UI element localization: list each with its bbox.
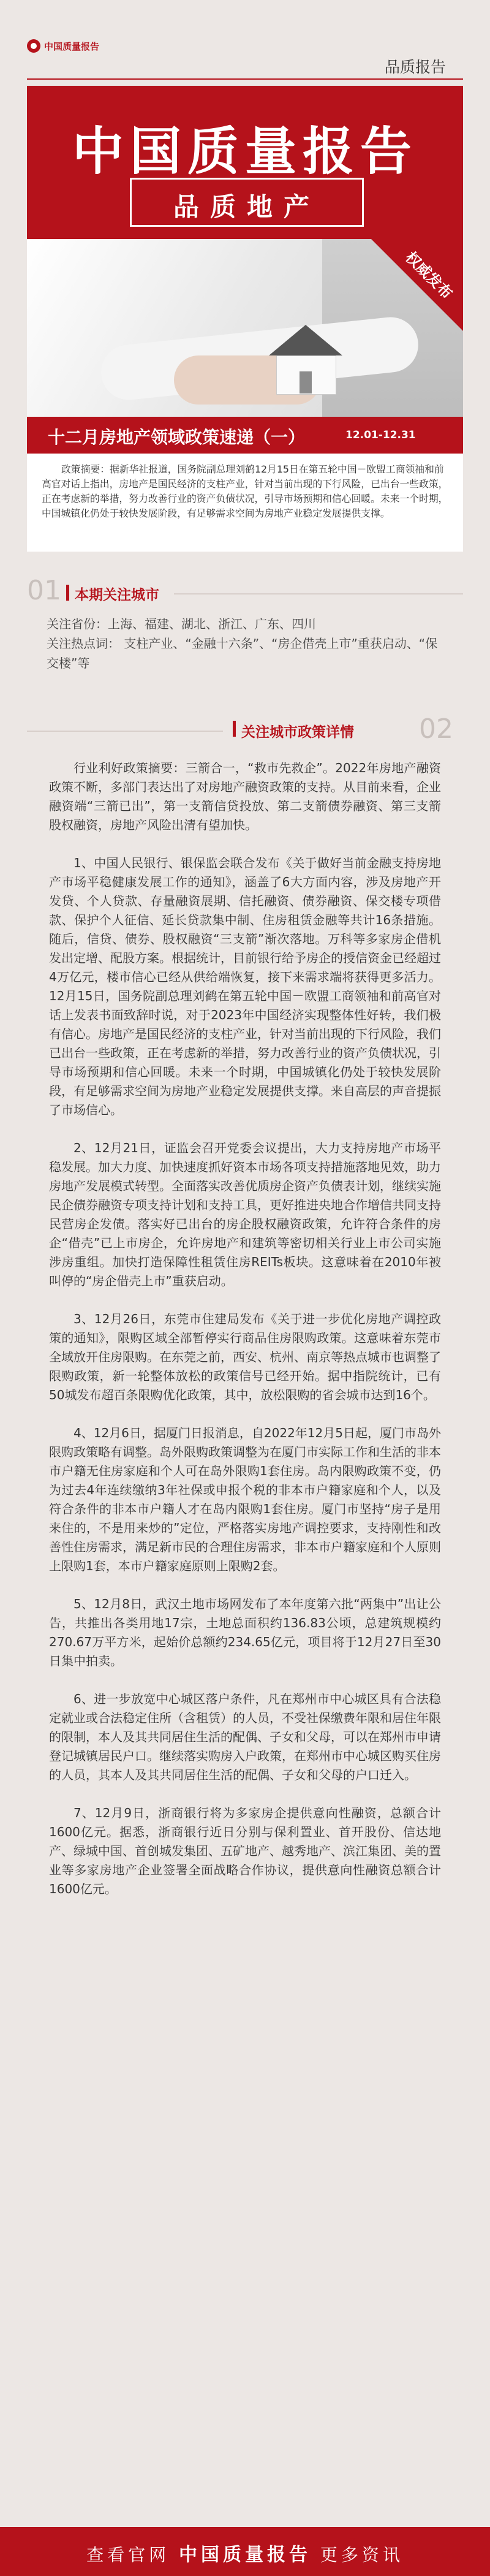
section-accent-bar bbox=[233, 721, 236, 737]
hero-image bbox=[27, 239, 463, 454]
title-banner bbox=[27, 86, 463, 239]
article-paragraph: 5、12月8日，武汉土地市场网发布了本年度第六批“两集中”出让公告，共推出各类用地17宗，土地总面积约136.83公顷，总建筑规模约270.67万平方米，起始价总额约234.65亿元，项目将于12月27日至30日集中拍卖。 bbox=[49, 1597, 441, 1668]
subtitle-box bbox=[130, 178, 364, 227]
section-title: 本期关注城市 bbox=[75, 587, 159, 603]
article-paragraph: 行业利好政策摘要：三箭合一，“救市先救企”。2022年房地产融资政策不断，多部门表达出了对房地产融资政策的支持。从目前来看，企业融资端“三箭已出”，第一支箭信贷投放、第二支箭债券融资、第三支箭股权融资，房地产风险出清有望加快。 bbox=[49, 761, 441, 832]
footer-brand: 中国质量报告 bbox=[179, 2544, 311, 2566]
footer-suffix: 更多资讯 bbox=[320, 2545, 404, 2565]
focus-hotspots: 关注热点词： 支柱产业、“金融十六条”、“房企借壳上市”重获启动、“保交楼”等 bbox=[47, 636, 438, 671]
divider bbox=[27, 78, 463, 80]
caption-date: 12.01-12.31 bbox=[345, 429, 416, 441]
section-header-policy-details bbox=[27, 713, 463, 744]
article-body bbox=[49, 759, 441, 1918]
article-paragraph: 3、12月26日，东莞市住建局发布《关于进一步优化房地产调控政策的通知》，限购区域全部暂停实行商品住房限购政策。这意味着东莞市全域放开住房限购。在东莞之前，西安、杭州、南京等热点城市也调整了限购政策，新一轮整体放松的政策信号已经开始。据中指院统计，已有50城发布超百条限购优化政策，其中，放松限购的省会城市达到16个。 bbox=[49, 1312, 441, 1402]
article-paragraph: 1、中国人民银行、银保监会联合发布《关于做好当前金融支持房地产市场平稳健康发展工作的通知》，涵盖了6大方面内容，涉及房地产开发贷、个人贷款、存量融资展期、信托融资、债券融资、保交楼专项借款、保护个人征信、延长贷款集中制、住房租赁金融等共计16条措施。随后，信贷、债券、股权融资“三支箭”渐次落地。万科等多家房企借机发出定增、配股方案。根据统计，目前银行给予房企的授信资金已经超过4万亿元，楼市信心已经从供给端恢复，接下来需求端将获得更多活力。12月15日，国务院副总理刘鹤在第五轮中国－欧盟工商领袖和前高官对话上发表书面致辞时说，对于2023年中国经济实现整体性好转，我们极有信心。房地产是国民经济的支柱产业，针对当前出现的下行风险，我们已出台一些政策，正在考虑新的举措，努力改善行业的资产负债状况，引导市场预期和信心回暖。未来一个时期，中国城镇化仍处于较快发展阶段，有足够需求空间为房地产业稳定发展提供支撑。来自高层的声音提振了市场信心。 bbox=[49, 856, 441, 1117]
section-number: 01 bbox=[27, 575, 61, 606]
corner-badge-text: 权威发布 bbox=[402, 248, 456, 303]
column-label: 品质报告 bbox=[384, 58, 446, 76]
section-header-focus-cities bbox=[27, 575, 463, 606]
logo-icon bbox=[27, 39, 40, 53]
top-bar bbox=[0, 0, 490, 76]
logo[interactable] bbox=[27, 39, 99, 53]
logo-text: 中国质量报告 bbox=[44, 40, 100, 52]
focus-info bbox=[47, 614, 445, 673]
subtitle: 品质地产 bbox=[173, 192, 320, 222]
footer-bar[interactable] bbox=[0, 2527, 490, 2576]
caption-title: 十二月房地产领域政策速递（一） bbox=[48, 427, 306, 447]
main-title: 中国质量报告 bbox=[72, 121, 418, 181]
policy-summary bbox=[27, 454, 463, 552]
footer-prefix: 查看官网 bbox=[86, 2545, 170, 2565]
article-paragraph: 4、12月6日，据厦门日报消息，自2022年12月5日起，厦门市岛外限购政策略有调整。岛外限购政策调整为在厦门市实际工作和生活的非本市户籍无住房家庭和个人可在岛外限购1套住房。岛内限购政策不变，仍为过去4年连续缴纳3年社保或申报个税的非本市户籍家庭和个人，以及符合条件的非本市户籍人才在岛内限购1套住房。厦门市坚持“房子是用来住的，不是用来炒的”定位，严格落实房地产调控要求，支持刚性和改善性住房需求，满足新市民的合理住房需求，非本市户籍家庭和个人原则上限购1套，本市户籍家庭原则上限购2套。 bbox=[49, 1426, 441, 1573]
section-rule bbox=[174, 593, 463, 595]
corner-badge bbox=[371, 239, 463, 331]
article-paragraph: 2、12月21日，证监会召开党委会议提出，大力支持房地产市场平稳发展。加大力度、加快速度抓好资本市场各项支持措施落地见效，助力房地产发展模式转型。全面落实改善优质房企资产负债表计划，继续实施民企债券融资专项支持计划和支持工具，更好推进央地合作增信共同支持民营房企发债。落实好已出台的房企股权融资政策，允许符合条件的房企“借壳”已上市房企，允许房地产和建筑等密切相关行业上市公司实施涉房重组。加快打造保障性租赁住房REITs板块。这意味着在2010年被叫停的“房企借壳上市”重获启动。 bbox=[49, 1141, 441, 1288]
footer-text[interactable] bbox=[0, 2539, 490, 2566]
article-paragraph: 6、进一步放宽中心城区落户条件，凡在郑州市中心城区具有合法稳定就业或合法稳定住所（含租赁）的人员，不受社保缴费年限和居住年限的限制，本人及其共同居住生活的配偶、子女和父母，可以在郑州市申请登记城镇居民户口。继续落实购房入户政策，在郑州市中心城区购买住房的人员，其本人及其共同居住生活的配偶、子女和父母的户口迁入。 bbox=[49, 1692, 441, 1782]
house-model-icon bbox=[269, 325, 342, 398]
summary-text: 政策摘要：据新华社报道，国务院副总理刘鹤12月15日在第五轮中国－欧盟工商领袖和前高官对话上指出，房地产是国民经济的支柱产业，针对当前出现的下行风险，已出台一些政策，正在考虑新的举措，努力改善行业的资产负债状况，引导市场预期和信心回暖。未来一个时期，中国城镇化仍处于较快发展阶段，有足够需求空间为房地产业稳定发展提供支撑。 bbox=[42, 463, 448, 519]
section-rule bbox=[27, 731, 223, 732]
focus-provinces: 关注省份：上海、福建、湖北、浙江、广东、四川 bbox=[47, 617, 316, 631]
hero-caption bbox=[27, 417, 463, 454]
section-accent-bar bbox=[66, 585, 69, 601]
section-number: 02 bbox=[419, 713, 453, 745]
article-paragraph: 7、12月9日，浙商银行将为多家房企提供意向性融资，总额合计1600亿元。据悉，浙商银行近日分别与保利置业、首开股份、信达地产、绿城中国、首创城发集团、五矿地产、越秀地产、滨江集团、美的置业等多家房地产企业签署全面战略合作协议，提供意向性融资总额合计1600亿元。 bbox=[49, 1806, 441, 1896]
section-title: 关注城市政策详情 bbox=[241, 724, 354, 740]
